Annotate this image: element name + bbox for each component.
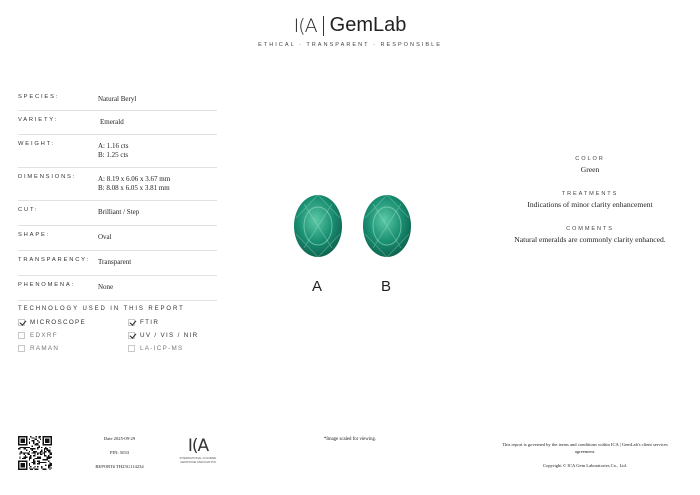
treatments-value: Indications of minor clarity enhancement	[527, 200, 653, 209]
emerald-pair-image	[293, 190, 423, 262]
checkbox-empty-icon	[128, 345, 135, 352]
spec-row-shape	[18, 226, 217, 251]
tech-label: MICROSCOPE	[30, 319, 87, 326]
spec-label: TRANSPARENCY:	[18, 257, 90, 263]
spec-row-phenomena	[18, 276, 217, 301]
spec-value: Brilliant / Step	[98, 208, 140, 216]
report-date: Date 2025-09-29	[103, 436, 136, 441]
color-label: COLOR	[575, 156, 605, 162]
spec-label: SHAPE:	[18, 232, 51, 238]
spec-value: A: 8.19 x 6.06 x 3.67 mm B: 8.08 x 6.05 x 3.81 mm	[98, 175, 171, 192]
gemstone-images	[293, 190, 423, 295]
spec-value: A: 1.16 cts B: 1.25 cts	[98, 142, 129, 159]
spec-label: SPECIES:	[18, 94, 60, 100]
report-meta	[82, 432, 157, 474]
checkbox-empty-icon	[18, 332, 25, 339]
spec-value: Oval	[98, 233, 112, 241]
spec-value: Emerald	[100, 118, 124, 126]
color-value: Green	[580, 165, 600, 174]
brand-tagline: ETHICAL · TRANSPARENT · RESPONSIBLE	[258, 42, 442, 48]
report-number: REPORT# TH25G114234	[95, 464, 144, 469]
tech-item-microscope	[18, 319, 128, 326]
gem-b	[363, 195, 411, 257]
specification-table	[18, 88, 217, 301]
spec-row-dimensions	[18, 168, 217, 201]
spec-label: PHENOMENA:	[18, 282, 75, 288]
checkbox-empty-icon	[18, 345, 25, 352]
spec-row-weight	[18, 135, 217, 168]
tech-item-la-icp-ms	[128, 345, 238, 352]
comments-label: COMMENTS	[566, 226, 614, 232]
treatments-label: TREATMENTS	[561, 191, 619, 197]
spec-row-transparency	[18, 251, 217, 276]
association-seal	[178, 437, 218, 464]
brand-name: GemLab	[329, 14, 407, 36]
spec-row-variety	[18, 111, 217, 135]
gem-a-label: A	[312, 278, 323, 295]
spec-value: Transparent	[98, 258, 132, 266]
technology-title: TECHNOLOGY USED IN THIS REPORT	[18, 306, 185, 312]
tech-item-raman	[18, 345, 128, 352]
qr-code-icon[interactable]	[18, 436, 52, 470]
tech-item-uv-vis-nir	[128, 332, 238, 339]
seal-logo-icon: I(A	[187, 436, 209, 456]
image-scale-note: *Image scaled for viewing.	[323, 437, 377, 442]
spec-value: None	[98, 283, 114, 291]
tech-label: FTIR	[140, 319, 160, 326]
report-pin: PIN: 5033	[109, 450, 129, 455]
gem-a	[294, 195, 342, 257]
tech-item-ftir	[128, 319, 238, 326]
tech-label: LA-ICP-MS	[140, 345, 184, 352]
checkbox-checked-icon	[128, 319, 135, 326]
tech-label: UV / VIS / NIR	[140, 332, 199, 339]
spec-label: VARIETY:	[18, 117, 59, 123]
seal-text: INTERNATIONAL COLORED GEMSTONE ASSOCIATION	[179, 456, 217, 464]
gem-info-panel	[490, 156, 690, 244]
gem-b-label: B	[381, 278, 392, 295]
spec-label: DIMENSIONS:	[18, 174, 77, 180]
tech-label: RAMAN	[30, 345, 60, 352]
report-header	[0, 14, 700, 48]
checkbox-checked-icon	[18, 319, 25, 326]
ica-logo-mark: I(A	[293, 14, 317, 37]
copyright-notice: Copyright © ICA Gem Laboratories Co., Ltd.	[543, 463, 627, 468]
technology-grid	[18, 319, 238, 352]
gemlab-logo	[294, 14, 407, 37]
legal-notice: This report is governed by the terms and conditions within ICA | GemLab's client services agreement.	[502, 442, 668, 454]
technology-section	[18, 306, 238, 352]
spec-value: Natural Beryl	[98, 95, 137, 103]
checkbox-checked-icon	[128, 332, 135, 339]
tech-label: EDXRF	[30, 332, 58, 339]
spec-row-cut	[18, 201, 217, 226]
spec-label: WEIGHT:	[18, 141, 55, 147]
comments-value: Natural emeralds are commonly clarity enhanced.	[514, 235, 666, 244]
logo-divider	[323, 16, 324, 36]
spec-label: CUT:	[18, 207, 39, 213]
spec-row-species	[18, 88, 217, 111]
tech-item-edxrf	[18, 332, 128, 339]
